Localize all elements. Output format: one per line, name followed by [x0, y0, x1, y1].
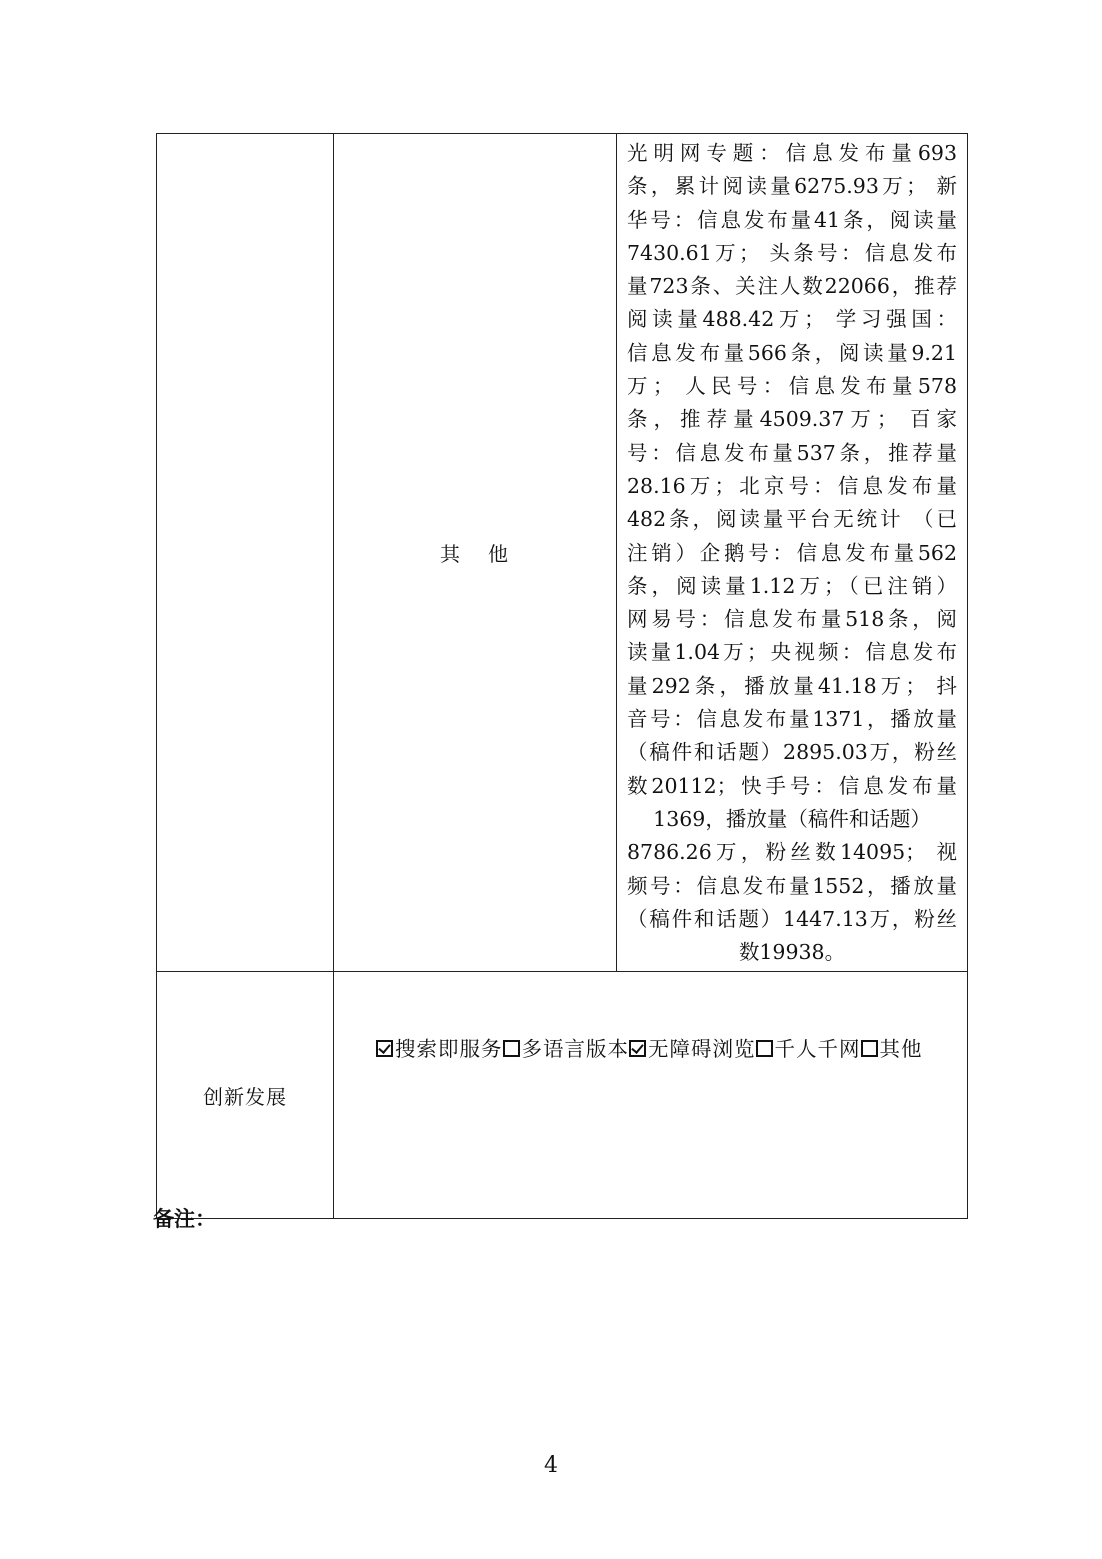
checkbox-unchecked-icon[interactable] [503, 1040, 520, 1057]
detail-line: 光明网专题：信息发布量693 [627, 141, 957, 165]
detail-line: 条，阅读量1.12万；（已注销） [627, 573, 957, 598]
option-multilingual[interactable] [503, 1032, 630, 1062]
detail-line: 华号：信息发布量41条，阅读量 [627, 207, 957, 232]
detail-line: 号：信息发布量537条，推荐量 [627, 440, 957, 465]
detail-line: 网易号：信息发布量518条，阅 [627, 607, 957, 632]
option-accessibility[interactable] [629, 1032, 756, 1062]
checkbox-checked-icon[interactable] [376, 1040, 393, 1057]
other-label-cell [334, 134, 617, 972]
row-other-platforms [157, 134, 968, 972]
option-label: 无障碍浏览 [648, 1037, 756, 1061]
option-personalized[interactable] [756, 1032, 861, 1062]
detail-line: 数20112；快手号：信息发布量 [627, 773, 957, 798]
detail-line: 28.16万；北京号：信息发布量 [627, 473, 957, 498]
option-other[interactable] [861, 1032, 923, 1062]
detail-line: 条，累计阅读量6275.93万； 新 [627, 174, 957, 199]
detail-line: 音号：信息发布量1371，播放量 [627, 707, 957, 732]
detail-line: 482条，阅读量平台无统计 （已 [627, 507, 957, 532]
detail-line: （稿件和话题）1447.13万，粉丝 [627, 906, 957, 931]
checkbox-unchecked-icon[interactable] [861, 1040, 878, 1057]
detail-line: （稿件和话题）2895.03万，粉丝 [627, 740, 957, 765]
detail-line: 阅读量488.42万； 学习强国： [627, 307, 957, 332]
option-search-as-service[interactable] [376, 1032, 503, 1062]
detail-line: 注销）企鹅号：信息发布量562 [627, 540, 957, 565]
detail-line: 信息发布量566条，阅读量9.21 [627, 340, 957, 365]
detail-line: 频号：信息发布量1552，播放量 [627, 873, 957, 898]
other-label-first: 其 [440, 542, 462, 566]
detail-line: 7430.61万； 头条号：信息发布 [627, 240, 957, 265]
detail-line: 1369，播放量（稿件和话题） [653, 806, 931, 831]
other-platform-details [617, 134, 968, 972]
detail-line: 量292条，播放量41.18万； 抖 [627, 673, 957, 698]
other-label-second: 他 [488, 542, 510, 566]
report-table [156, 133, 968, 1219]
option-label: 搜索即服务 [395, 1037, 503, 1061]
row-innovation [157, 972, 968, 1219]
page-number: 4 [544, 1453, 558, 1478]
detail-line: 读量1.04万；央视频：信息发布 [627, 640, 957, 665]
innovation-label: 创新发展 [157, 972, 334, 1219]
option-label: 其他 [879, 1037, 923, 1061]
checkbox-unchecked-icon[interactable] [756, 1040, 773, 1057]
innovation-options [334, 972, 968, 1219]
option-label: 多语言版本 [521, 1037, 629, 1061]
detail-line: 万； 人民号：信息发布量578 [627, 374, 957, 399]
option-label: 千人千网 [774, 1037, 861, 1061]
detail-line: 条，推荐量4509.37万； 百家 [627, 407, 957, 432]
detail-line: 数19938。 [738, 940, 846, 965]
row-group-cell [157, 134, 334, 972]
detail-line: 8786.26万，粉丝数14095； 视 [627, 840, 957, 865]
checkbox-checked-icon[interactable] [629, 1040, 646, 1057]
detail-line: 量723条、关注人数22066，推荐 [627, 274, 957, 299]
remark-label: 备注： [153, 1206, 216, 1231]
